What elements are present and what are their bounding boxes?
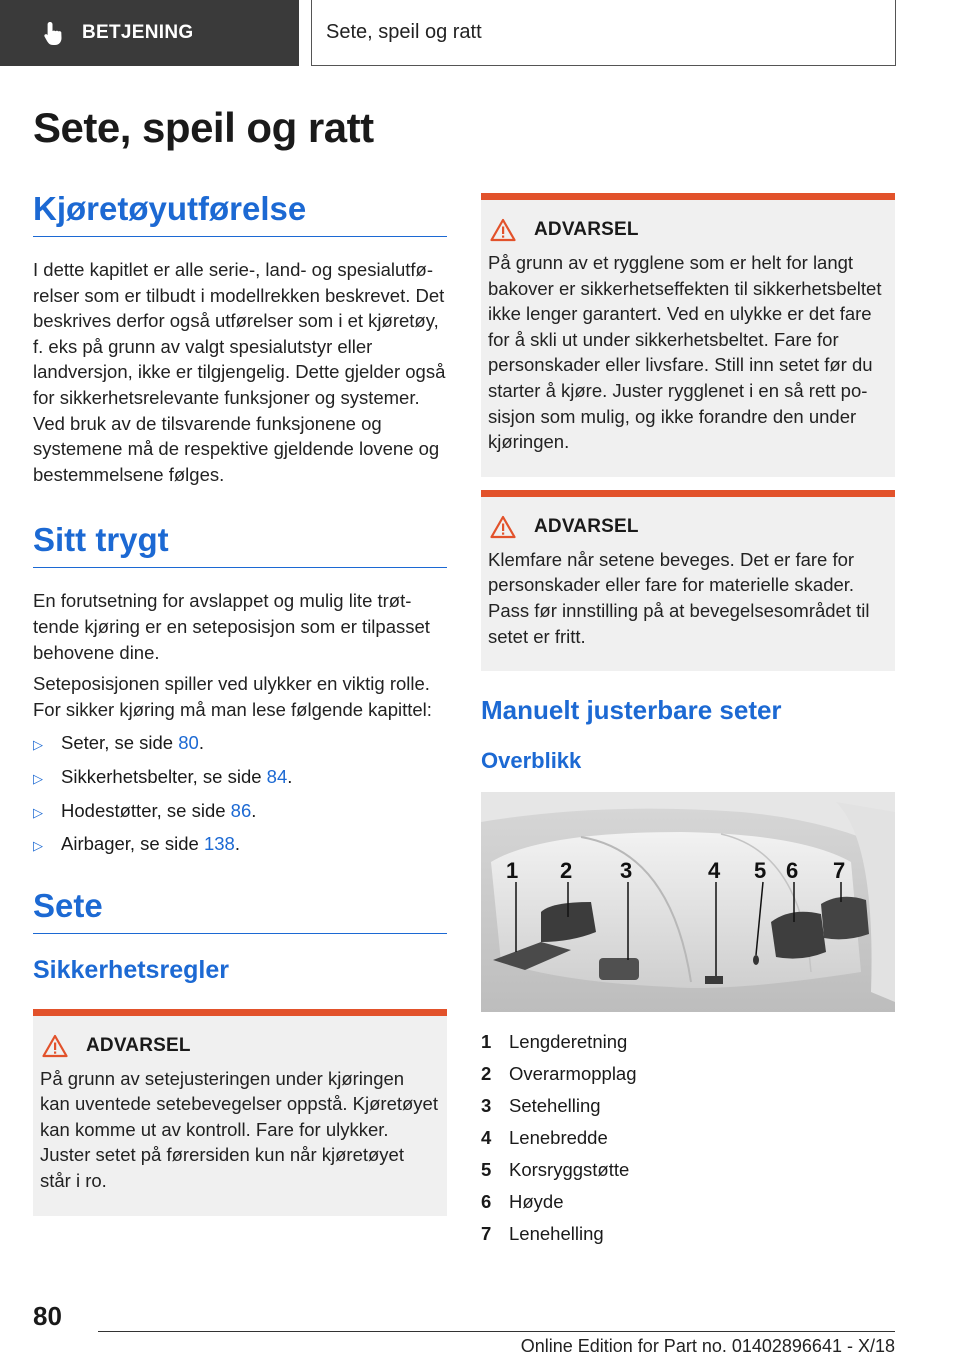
page-number: 80: [33, 1301, 62, 1331]
left-column: [33, 190, 447, 1216]
breadcrumb-text: Sete, speil og ratt: [326, 21, 482, 43]
list-item: 7 Lenehelling: [481, 1223, 604, 1245]
page-link-80[interactable]: 80: [178, 732, 199, 754]
footer-divider: [98, 1331, 895, 1332]
chapter-label: BETJENING: [82, 22, 194, 43]
subheading-sikkerhetsregler: Sikkerhetsregler: [33, 955, 229, 984]
chapter-tab[interactable]: [0, 0, 299, 66]
list-item: 6 Høyde: [481, 1191, 564, 1213]
warning-text: På grunn av setejusteringen under kjøringen kan uventede setebevegelser oppstå. Kjøretøyet kan komme ut av kontroll. Fare for ulykker. Juster setet på førersiden kun når kjøretøyet står i ro.: [40, 1067, 438, 1192]
pointing-hand-icon: [40, 19, 68, 47]
warning-text: På grunn av et rygglene som er helt for langt bakover er sikkerhetseffekten til sikkerhetsbeltet ikke lenger garantert. Ved en ulykke er det fare for å skli ut under sikkerhetsbeltet. Fare for personskader eller livsfare. Still inn setet før du starter å kjøre. Juster rygglenet i en så rett posisjon som mulig, og ikke forandre den under kjøringen.: [488, 252, 882, 453]
footer-edition: Online Edition for Part no. 01402896641 - X/18: [520, 1336, 895, 1356]
section-heading-sitt-trygt: Sitt trygt: [33, 521, 447, 568]
warning-triangle-icon: [490, 218, 516, 242]
page-title: Sete, speil og ratt: [33, 104, 374, 151]
warning-triangle-icon: [490, 515, 516, 539]
triangle-bullet-icon: ▷: [33, 737, 43, 753]
subheading-overblikk: Overblikk: [481, 748, 582, 774]
right-column: [481, 193, 895, 1250]
callout-2: 2: [560, 858, 573, 884]
list-item: 1 Lengderetning: [481, 1031, 628, 1053]
list-item: ▷ Airbager, se side 138.: [33, 831, 447, 859]
callout-6: 6: [786, 858, 799, 884]
seat-illustration: [481, 792, 895, 1012]
list-item: 5 Korsryggstøtte: [481, 1159, 630, 1181]
seat-overview-image: [481, 792, 895, 1012]
warning-label: ADVARSEL: [534, 219, 639, 240]
warning-box: [481, 193, 895, 477]
triangle-bullet-icon: ▷: [33, 804, 43, 820]
callout-4: 4: [708, 858, 721, 884]
warning-box: [481, 490, 895, 671]
page-link-84[interactable]: 84: [266, 765, 288, 787]
warning-header: [42, 1034, 439, 1058]
callout-1: 1: [506, 858, 519, 884]
sitt-trygt-text-1: En forutsetning for avslappet og mulig lite trøttende kjøring er en seteposisjon som er tilpasset behovene dine.: [33, 590, 430, 663]
list-item: ▷ Hodestøtter, se side 86.: [33, 798, 447, 826]
page-link-86[interactable]: 86: [230, 799, 252, 821]
sitt-trygt-text-2: Seteposisjonen spiller ved ulykker en viktig rolle. For sikker kjøring må man lese følgende kapittel:: [33, 673, 432, 720]
list-item: ▷ Sikkerhetsbelter, se side 84.: [33, 764, 447, 792]
page-link-138[interactable]: 138: [203, 833, 235, 855]
triangle-bullet-icon: ▷: [33, 770, 43, 786]
list-item: 2 Overarmopplag: [481, 1063, 637, 1085]
triangle-bullet-icon: ▷: [33, 838, 43, 854]
warning-box: [33, 1009, 447, 1216]
warning-triangle-icon: [42, 1034, 68, 1058]
callout-7: 7: [833, 858, 846, 884]
reference-list: [33, 730, 447, 858]
list-item: ▷ Seter, se side 80.: [33, 730, 447, 758]
kjoretoy-text: I dette kapitlet er alle serie-, land- og spesialutførelser som er tilbudt i modellrekken beskrevet. Det beskrives derfor også utførelser som i et kjøretøy, f. eks på grunn av valgt spesialutstyr eller landversjon, ikke er tilgjengelig. Dette gjelder også for sikkerhetsrelevante funksjoner og systemer. Ved bruk av de tilsvarende funksjonene og systemene må de respektive gjeldende lovene og bestemmelsene følges.: [33, 259, 446, 485]
heading-manuelt-justerbare-seter: Manuelt justerbare seter: [481, 695, 782, 726]
warning-label: ADVARSEL: [86, 1034, 191, 1056]
breadcrumb: [311, 0, 896, 66]
warning-text: Klemfare når setene beveges. Det er fare for personskader eller fare for materielle skader. Pass før innstilling på at bevegelsesområdet til setet er fritt.: [488, 548, 870, 647]
page-header: [0, 0, 960, 66]
section-heading-kjoretoy: Kjøretøyutførelse: [33, 190, 447, 237]
warning-header: [490, 515, 887, 539]
list-item: 3 Setehelling: [481, 1095, 601, 1117]
callout-5: 5: [754, 858, 767, 884]
section-heading-sete: Sete: [33, 887, 447, 934]
callout-3: 3: [620, 858, 633, 884]
warning-header: [490, 218, 887, 242]
legend-list: [481, 1026, 895, 1250]
list-item: 4 Lenebredde: [481, 1127, 608, 1149]
warning-label: ADVARSEL: [534, 515, 639, 537]
